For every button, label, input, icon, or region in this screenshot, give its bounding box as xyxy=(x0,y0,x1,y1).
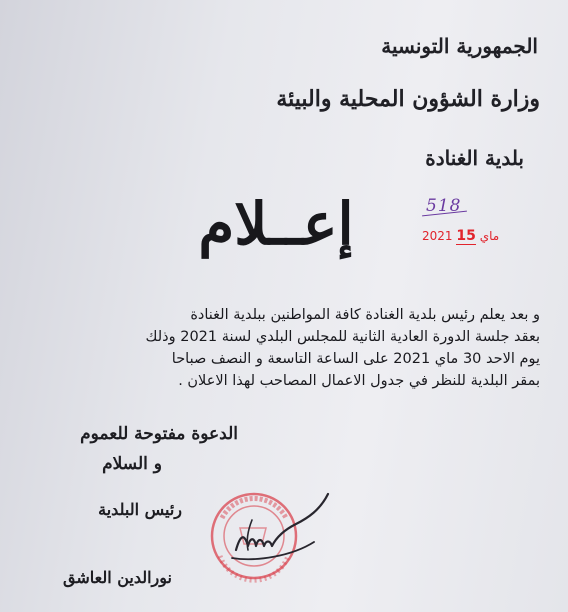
received-date-stamp xyxy=(422,196,522,256)
stamp-date xyxy=(422,228,499,244)
signatory-name: نورالدين العاشق xyxy=(62,568,172,587)
body-line: و بعد يعلم رئيس بلدية الغنادة كافة المواطنين ببلدية الغنادة xyxy=(190,307,540,323)
public-invitation: الدعوة مفتوحة للعموم xyxy=(80,424,238,444)
header-ministry: وزارة الشؤون المحلية والبيئة xyxy=(276,86,540,112)
header-republic: الجمهورية التونسية xyxy=(381,34,538,58)
body-line: بعقد جلسة الدورة العادية الثانية للمجلس البلدي لسنة 2021 وذلك xyxy=(145,329,540,345)
announcement-body xyxy=(30,304,540,392)
body-line: بمقر البلدية للنظر في جدول الاعمال المصاحب لهذا الاعلان . xyxy=(178,373,540,389)
header-municipality: بلدية الغنادة xyxy=(425,146,524,170)
stamp-month: ماي xyxy=(479,229,500,243)
body-line: يوم الاحد 30 ماي 2021 على الساعة التاسعة و النصف صباحا xyxy=(171,351,540,367)
stamp-day: 15 xyxy=(456,228,476,244)
stamp-ref-number: 518 xyxy=(426,196,462,216)
stamp-year: 2021 xyxy=(422,229,453,243)
closing-greeting: و السلام xyxy=(102,454,162,474)
document-title: إعــلام xyxy=(198,190,354,258)
signatory-title: رئيس البلدية xyxy=(98,500,182,519)
official-seal-with-signature xyxy=(196,480,336,590)
